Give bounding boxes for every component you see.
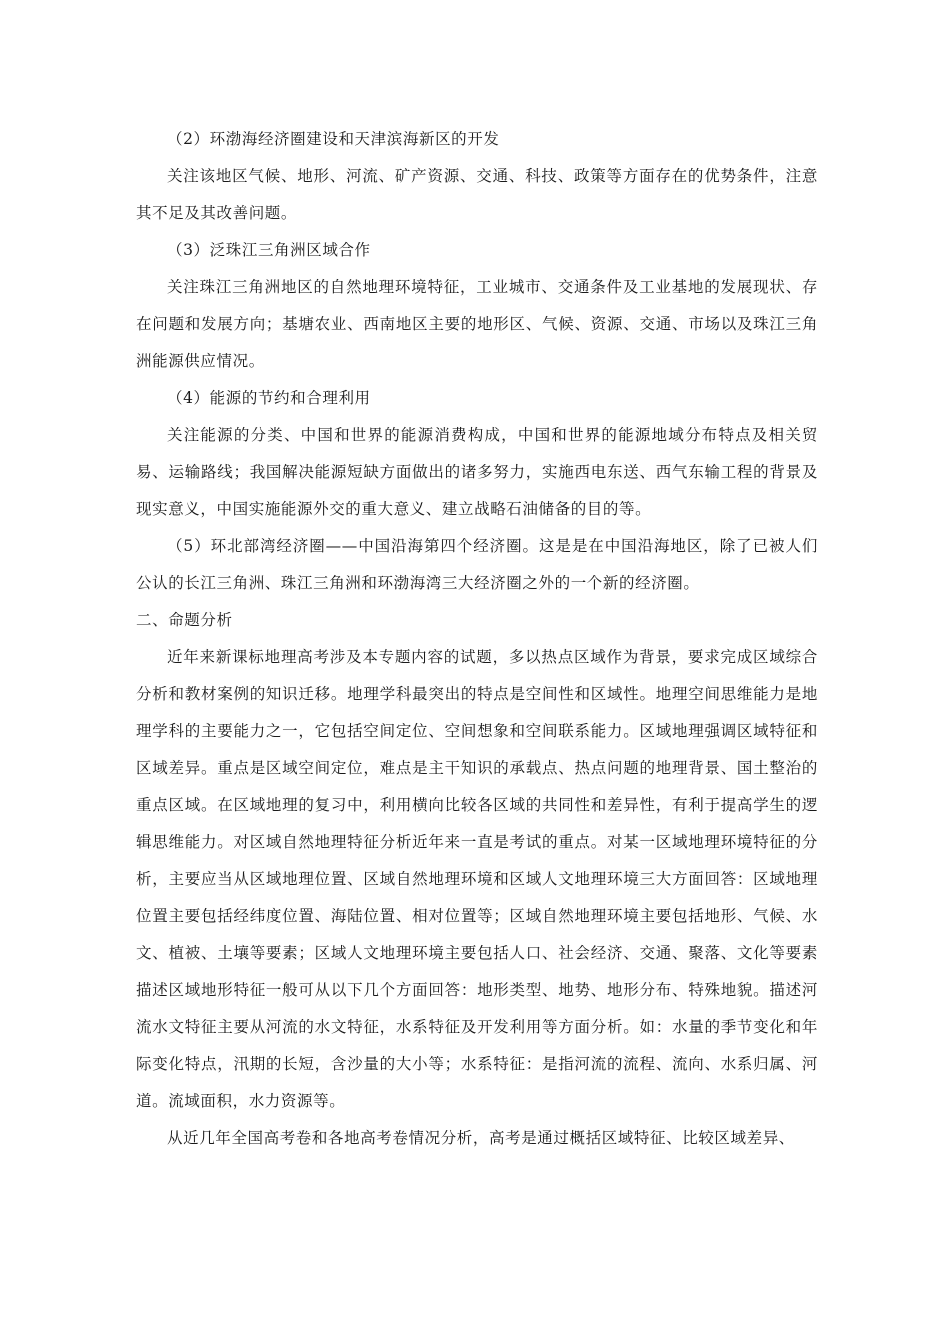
paragraph-beibu-gulf: （5）环北部湾经济圈——中国沿海第四个经济圈。这是是在中国沿海地区，除了已被人们公认的长江三角洲、珠江三角洲和环渤海湾三大经济圈之外的一个新的经济圈。: [136, 537, 818, 592]
paragraph-analysis: 近年来新课标地理高考涉及本专题内容的试题，多以热点区域作为背景，要求完成区域综合分析和教材案例的知识迁移。地理学科最突出的特点是空间性和区域性。地理空间思维能力是地理学科的主要能力之一，它包括空间定位、空间想象和空间联系能力。区域地理强调区域特征和区域差异。重点是区域空间定位，难点是主干知识的承载点、热点问题的地理背景、国土整治的重点区域。在区域地理的复习中，利用横向比较各区域的共同性和差异性，有利于提高学生的逻辑思维能力。对区域自然地理特征分析近年来一直是考试的重点。对某一区域地理环境特征的分析，主要应当从区域地理位置、区域自然地理环境和区域人文地理环境三大方面回答：区域地理位置主要包括经纬度位置、海陆位置、相对位置等；区域自然地理环境主要包括地形、气候、水文、植被、土壤等要素；区域人文地理环境主要包括人口、社会经济、交通、聚落、文化等要素描述区域地形特征一般可从以下几个方面回答：地形类型、地势、地形分布、特殊地貌。描述河流水文特征主要从河流的水文特征，水系特征及开发利用等方面分析。如：水量的季节变化和年际变化特点，汛期的长短，含沙量的大小等；水系特征：是指河流的流程、流向、水系归属、河道。流域面积，水力资源等。: [136, 648, 818, 1110]
document-body: [136, 121, 818, 1157]
subheading-energy-saving: （4）能源的节约和合理利用: [167, 389, 371, 407]
subheading-pearl-river-delta: （3）泛珠江三角洲区域合作: [167, 241, 371, 259]
paragraph-energy: 关注能源的分类、中国和世界的能源消费构成，中国和世界的能源地域分布特点及相关贸易、运输路线；我国解决能源短缺方面做出的诸多努力，实施西电东送、西气东输工程的背景及现实意义，中国实施能源外交的重大意义、建立战略石油储备的目的等。: [136, 426, 818, 518]
paragraph-exam-trends: 从近几年全国高考卷和各地高考卷情况分析，高考是通过概括区域特征、比较区域差异、: [167, 1129, 795, 1147]
paragraph-pearl-river-delta: 关注珠江三角洲地区的自然地理环境特征，工业城市、交通条件及工业基地的发展现状、存在问题和发展方向；基塘农业、西南地区主要的地形区、气候、资源、交通、市场以及珠江三角洲能源供应情况。: [136, 278, 818, 370]
section-heading-analysis: 二、命题分析: [136, 611, 233, 629]
subheading-bohai-economic-circle: （2）环渤海经济圈建设和天津滨海新区的开发: [167, 130, 500, 148]
paragraph-bohai-conditions: 关注该地区气候、地形、河流、矿产资源、交通、科技、政策等方面存在的优势条件，注意其不足及其改善问题。: [136, 167, 818, 222]
